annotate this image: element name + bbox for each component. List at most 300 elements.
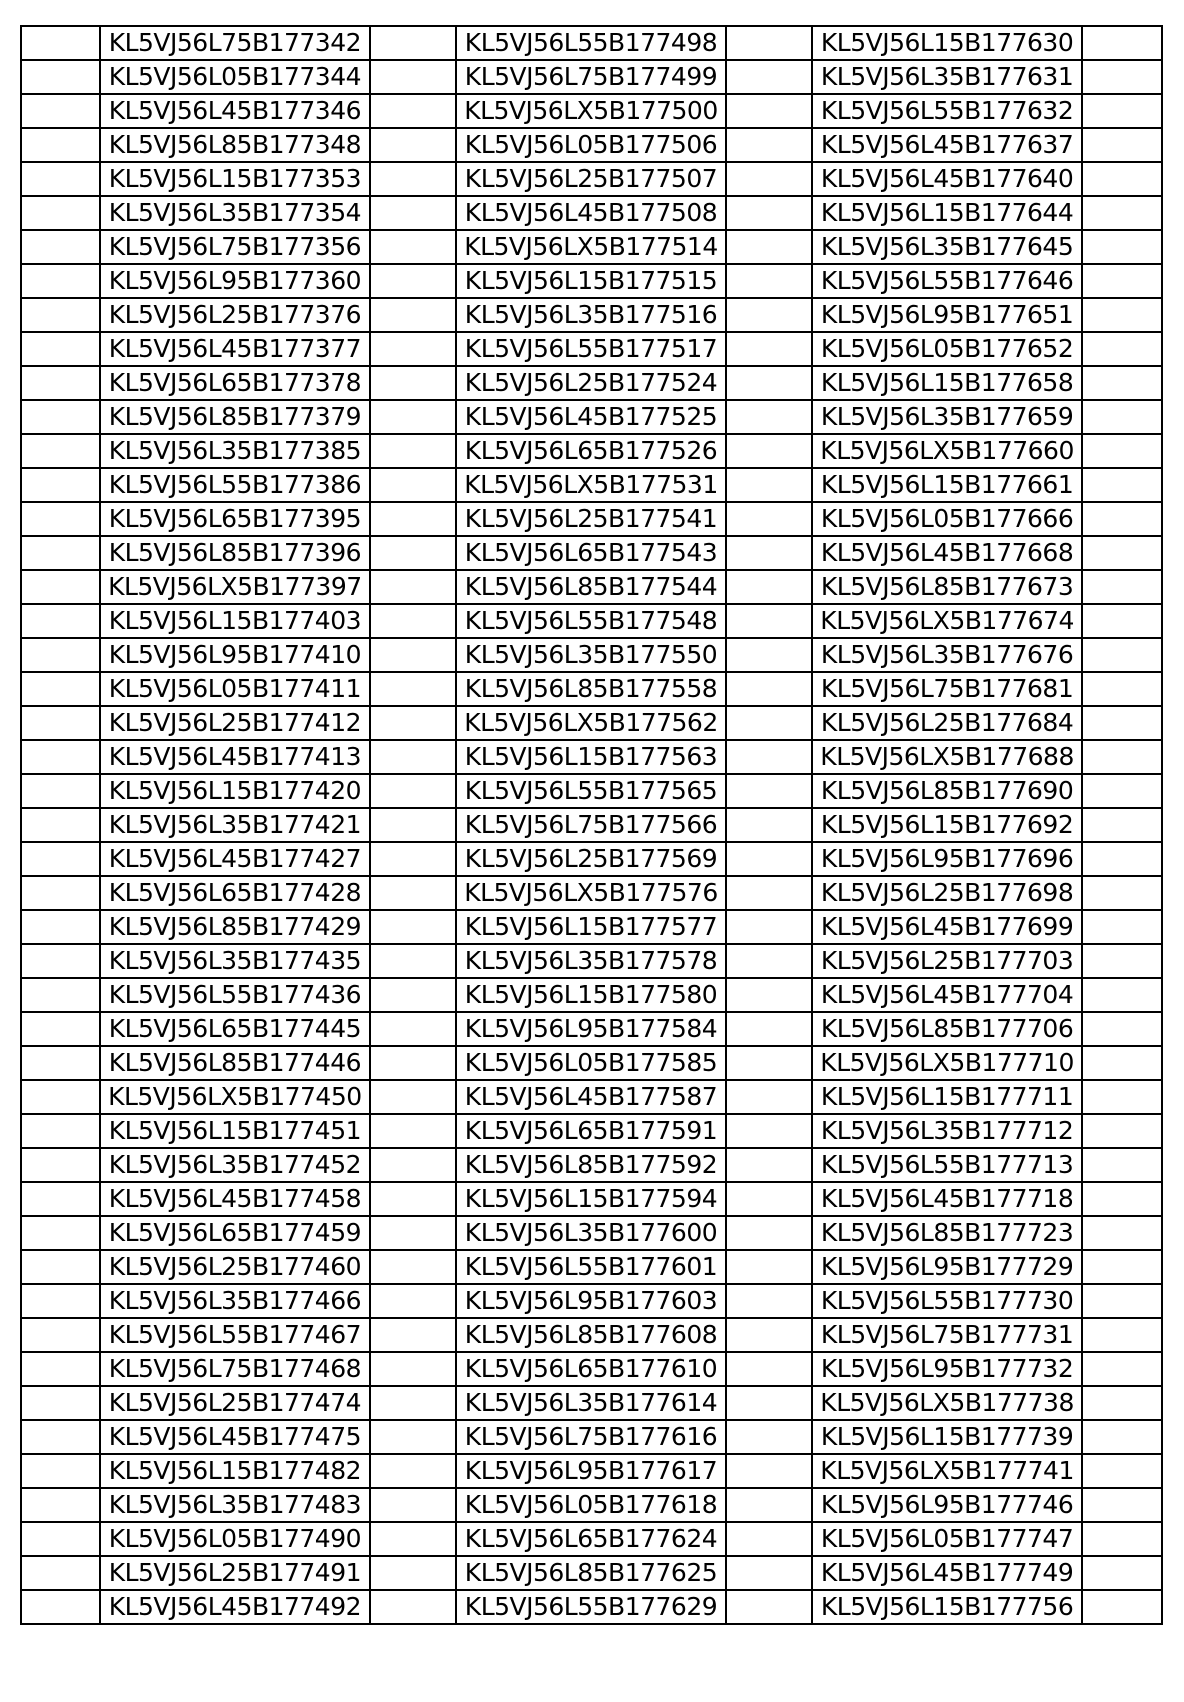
empty-cell xyxy=(1082,1216,1162,1250)
table-row xyxy=(21,740,1162,774)
empty-cell xyxy=(21,1080,100,1114)
vin-cell: KL5VJ56L35B177385 xyxy=(100,434,370,468)
empty-cell xyxy=(21,1318,100,1352)
empty-cell xyxy=(370,1454,456,1488)
empty-cell xyxy=(726,366,812,400)
vin-cell: KL5VJ56L95B177729 xyxy=(812,1250,1082,1284)
empty-cell xyxy=(21,842,100,876)
vin-cell: KL5VJ56L35B177600 xyxy=(456,1216,726,1250)
empty-cell xyxy=(1082,1454,1162,1488)
empty-cell xyxy=(21,1556,100,1590)
vin-cell: KL5VJ56L15B177451 xyxy=(100,1114,370,1148)
empty-cell xyxy=(370,1216,456,1250)
vin-cell: KL5VJ56L75B177566 xyxy=(456,808,726,842)
vin-cell: KL5VJ56L85B177348 xyxy=(100,128,370,162)
empty-cell xyxy=(1082,468,1162,502)
table-row xyxy=(21,196,1162,230)
empty-cell xyxy=(1082,1488,1162,1522)
empty-cell xyxy=(1082,298,1162,332)
vin-cell: KL5VJ56LX5B177514 xyxy=(456,230,726,264)
empty-cell xyxy=(21,298,100,332)
empty-cell xyxy=(726,332,812,366)
table-row xyxy=(21,978,1162,1012)
vin-cell: KL5VJ56LX5B177397 xyxy=(100,570,370,604)
empty-cell xyxy=(21,1046,100,1080)
empty-cell xyxy=(1082,842,1162,876)
empty-cell xyxy=(726,638,812,672)
empty-cell xyxy=(1082,162,1162,196)
empty-cell xyxy=(21,196,100,230)
empty-cell xyxy=(370,604,456,638)
empty-cell xyxy=(21,706,100,740)
empty-cell xyxy=(370,94,456,128)
vin-cell: KL5VJ56L45B177346 xyxy=(100,94,370,128)
table-row xyxy=(21,298,1162,332)
vin-cell: KL5VJ56L45B177640 xyxy=(812,162,1082,196)
empty-cell xyxy=(370,876,456,910)
table-row xyxy=(21,910,1162,944)
empty-cell xyxy=(726,162,812,196)
empty-cell xyxy=(726,1420,812,1454)
vin-cell: KL5VJ56L35B177435 xyxy=(100,944,370,978)
vin-cell: KL5VJ56L75B177681 xyxy=(812,672,1082,706)
vin-cell: KL5VJ56L35B177516 xyxy=(456,298,726,332)
vin-cell: KL5VJ56L95B177584 xyxy=(456,1012,726,1046)
empty-cell xyxy=(1082,1148,1162,1182)
empty-cell xyxy=(1082,570,1162,604)
vin-cell: KL5VJ56L05B177411 xyxy=(100,672,370,706)
vin-cell: KL5VJ56L65B177526 xyxy=(456,434,726,468)
empty-cell xyxy=(370,434,456,468)
empty-cell xyxy=(370,1046,456,1080)
empty-cell xyxy=(726,1080,812,1114)
empty-cell xyxy=(21,978,100,1012)
vin-cell: KL5VJ56L95B177360 xyxy=(100,264,370,298)
vin-cell: KL5VJ56L65B177459 xyxy=(100,1216,370,1250)
empty-cell xyxy=(726,400,812,434)
vin-cell: KL5VJ56L85B177723 xyxy=(812,1216,1082,1250)
vin-cell: KL5VJ56L65B177610 xyxy=(456,1352,726,1386)
empty-cell xyxy=(370,1148,456,1182)
table-row xyxy=(21,1318,1162,1352)
empty-cell xyxy=(370,536,456,570)
vin-cell: KL5VJ56L35B177614 xyxy=(456,1386,726,1420)
empty-cell xyxy=(21,468,100,502)
empty-cell xyxy=(370,1182,456,1216)
vin-cell: KL5VJ56L65B177624 xyxy=(456,1522,726,1556)
table-row xyxy=(21,1386,1162,1420)
empty-cell xyxy=(370,842,456,876)
vin-cell: KL5VJ56L95B177732 xyxy=(812,1352,1082,1386)
vin-cell: KL5VJ56L25B177524 xyxy=(456,366,726,400)
vin-cell: KL5VJ56L85B177592 xyxy=(456,1148,726,1182)
vin-cell: KL5VJ56L75B177468 xyxy=(100,1352,370,1386)
vin-cell: KL5VJ56L15B177661 xyxy=(812,468,1082,502)
vin-cell: KL5VJ56L15B177594 xyxy=(456,1182,726,1216)
vin-cell: KL5VJ56L95B177746 xyxy=(812,1488,1082,1522)
empty-cell xyxy=(726,94,812,128)
empty-cell xyxy=(1082,1250,1162,1284)
empty-cell xyxy=(21,1182,100,1216)
empty-cell xyxy=(726,1488,812,1522)
vin-cell: KL5VJ56LX5B177660 xyxy=(812,434,1082,468)
vin-cell: KL5VJ56L15B177692 xyxy=(812,808,1082,842)
vin-cell: KL5VJ56L05B177490 xyxy=(100,1522,370,1556)
empty-cell xyxy=(21,1454,100,1488)
empty-cell xyxy=(1082,1080,1162,1114)
vin-cell: KL5VJ56L55B177646 xyxy=(812,264,1082,298)
empty-cell xyxy=(21,672,100,706)
empty-cell xyxy=(370,1556,456,1590)
vin-cell: KL5VJ56L25B177460 xyxy=(100,1250,370,1284)
empty-cell xyxy=(1082,740,1162,774)
empty-cell xyxy=(21,26,100,60)
empty-cell xyxy=(370,672,456,706)
empty-cell xyxy=(726,774,812,808)
empty-cell xyxy=(1082,1182,1162,1216)
vin-cell: KL5VJ56L05B177585 xyxy=(456,1046,726,1080)
table-row xyxy=(21,26,1162,60)
vin-cell: KL5VJ56L15B177420 xyxy=(100,774,370,808)
empty-cell xyxy=(1082,434,1162,468)
table-row xyxy=(21,400,1162,434)
empty-cell xyxy=(370,706,456,740)
empty-cell xyxy=(21,502,100,536)
table-row xyxy=(21,1114,1162,1148)
vin-cell: KL5VJ56LX5B177450 xyxy=(100,1080,370,1114)
vin-cell: KL5VJ56L35B177550 xyxy=(456,638,726,672)
vin-cell: KL5VJ56LX5B177531 xyxy=(456,468,726,502)
empty-cell xyxy=(726,26,812,60)
empty-cell xyxy=(21,774,100,808)
vin-cell: KL5VJ56L25B177376 xyxy=(100,298,370,332)
empty-cell xyxy=(370,808,456,842)
vin-cell: KL5VJ56L55B177386 xyxy=(100,468,370,502)
vin-cell: KL5VJ56L65B177428 xyxy=(100,876,370,910)
vin-cell: KL5VJ56L15B177756 xyxy=(812,1590,1082,1624)
vin-cell: KL5VJ56L55B177548 xyxy=(456,604,726,638)
empty-cell xyxy=(21,1148,100,1182)
empty-cell xyxy=(21,1250,100,1284)
vin-cell: KL5VJ56L35B177645 xyxy=(812,230,1082,264)
empty-cell xyxy=(1082,1318,1162,1352)
empty-cell xyxy=(21,1012,100,1046)
empty-cell xyxy=(1082,400,1162,434)
vin-cell: KL5VJ56LX5B177688 xyxy=(812,740,1082,774)
empty-cell xyxy=(370,128,456,162)
vin-cell: KL5VJ56L45B177749 xyxy=(812,1556,1082,1590)
vin-cell: KL5VJ56L75B177356 xyxy=(100,230,370,264)
table-row xyxy=(21,774,1162,808)
empty-cell xyxy=(21,434,100,468)
vin-cell: KL5VJ56L45B177525 xyxy=(456,400,726,434)
empty-cell xyxy=(370,638,456,672)
table-row xyxy=(21,162,1162,196)
empty-cell xyxy=(1082,1114,1162,1148)
vin-cell: KL5VJ56L65B177395 xyxy=(100,502,370,536)
empty-cell xyxy=(726,1216,812,1250)
empty-cell xyxy=(21,808,100,842)
table-row xyxy=(21,434,1162,468)
table-row xyxy=(21,1046,1162,1080)
table-row xyxy=(21,366,1162,400)
empty-cell xyxy=(370,978,456,1012)
empty-cell xyxy=(1082,808,1162,842)
empty-cell xyxy=(370,1318,456,1352)
empty-cell xyxy=(726,1182,812,1216)
vin-cell: KL5VJ56L35B177578 xyxy=(456,944,726,978)
table-row xyxy=(21,1454,1162,1488)
empty-cell xyxy=(1082,230,1162,264)
vin-cell: KL5VJ56L15B177739 xyxy=(812,1420,1082,1454)
empty-cell xyxy=(1082,502,1162,536)
empty-cell xyxy=(370,332,456,366)
vin-cell: KL5VJ56L15B177403 xyxy=(100,604,370,638)
vin-cell: KL5VJ56L55B177436 xyxy=(100,978,370,1012)
empty-cell xyxy=(726,876,812,910)
empty-cell xyxy=(726,706,812,740)
empty-cell xyxy=(370,400,456,434)
vin-cell: KL5VJ56L65B177543 xyxy=(456,536,726,570)
empty-cell xyxy=(21,910,100,944)
vin-cell: KL5VJ56L15B177644 xyxy=(812,196,1082,230)
vin-cell: KL5VJ56L15B177563 xyxy=(456,740,726,774)
empty-cell xyxy=(1082,672,1162,706)
vin-cell: KL5VJ56LX5B177741 xyxy=(812,1454,1082,1488)
vin-cell: KL5VJ56L45B177699 xyxy=(812,910,1082,944)
empty-cell xyxy=(370,1590,456,1624)
vin-cell: KL5VJ56L25B177541 xyxy=(456,502,726,536)
empty-cell xyxy=(726,570,812,604)
empty-cell xyxy=(370,1352,456,1386)
empty-cell xyxy=(21,332,100,366)
empty-cell xyxy=(726,808,812,842)
empty-cell xyxy=(21,128,100,162)
empty-cell xyxy=(1082,638,1162,672)
empty-cell xyxy=(370,774,456,808)
vin-cell: KL5VJ56L55B177730 xyxy=(812,1284,1082,1318)
empty-cell xyxy=(726,502,812,536)
vin-cell: KL5VJ56L15B177482 xyxy=(100,1454,370,1488)
vin-cell: KL5VJ56L25B177703 xyxy=(812,944,1082,978)
empty-cell xyxy=(21,876,100,910)
empty-cell xyxy=(726,944,812,978)
empty-cell xyxy=(726,1250,812,1284)
vin-cell: KL5VJ56L95B177696 xyxy=(812,842,1082,876)
empty-cell xyxy=(1082,128,1162,162)
table-row xyxy=(21,60,1162,94)
empty-cell xyxy=(1082,1556,1162,1590)
vin-cell: KL5VJ56LX5B177500 xyxy=(456,94,726,128)
table-row xyxy=(21,604,1162,638)
empty-cell xyxy=(21,60,100,94)
empty-cell xyxy=(726,672,812,706)
table-row xyxy=(21,536,1162,570)
vin-cell: KL5VJ56L85B177673 xyxy=(812,570,1082,604)
vin-cell: KL5VJ56L35B177483 xyxy=(100,1488,370,1522)
vin-cell: KL5VJ56L55B177601 xyxy=(456,1250,726,1284)
empty-cell xyxy=(726,434,812,468)
empty-cell xyxy=(1082,604,1162,638)
vin-cell: KL5VJ56L05B177506 xyxy=(456,128,726,162)
table-row xyxy=(21,1352,1162,1386)
table-row xyxy=(21,94,1162,128)
vin-cell: KL5VJ56L85B177379 xyxy=(100,400,370,434)
table-row xyxy=(21,842,1162,876)
vin-cell: KL5VJ56L05B177747 xyxy=(812,1522,1082,1556)
table-row xyxy=(21,1488,1162,1522)
empty-cell xyxy=(21,1114,100,1148)
empty-cell xyxy=(370,162,456,196)
vin-cell: KL5VJ56L55B177713 xyxy=(812,1148,1082,1182)
empty-cell xyxy=(21,1386,100,1420)
empty-cell xyxy=(21,604,100,638)
table-row xyxy=(21,502,1162,536)
empty-cell xyxy=(726,1318,812,1352)
empty-cell xyxy=(726,1352,812,1386)
vin-cell: KL5VJ56L15B177580 xyxy=(456,978,726,1012)
empty-cell xyxy=(21,1590,100,1624)
empty-cell xyxy=(370,944,456,978)
empty-cell xyxy=(370,502,456,536)
vin-cell: KL5VJ56L95B177617 xyxy=(456,1454,726,1488)
empty-cell xyxy=(370,1080,456,1114)
vin-cell: KL5VJ56L65B177378 xyxy=(100,366,370,400)
vin-cell: KL5VJ56L55B177517 xyxy=(456,332,726,366)
empty-cell xyxy=(726,60,812,94)
empty-cell xyxy=(726,1556,812,1590)
empty-cell xyxy=(726,910,812,944)
empty-cell xyxy=(1082,1522,1162,1556)
vin-cell: KL5VJ56L85B177429 xyxy=(100,910,370,944)
vin-cell: KL5VJ56L55B177629 xyxy=(456,1590,726,1624)
vin-cell: KL5VJ56L35B177712 xyxy=(812,1114,1082,1148)
empty-cell xyxy=(726,1284,812,1318)
empty-cell xyxy=(370,910,456,944)
vin-cell: KL5VJ56L45B177718 xyxy=(812,1182,1082,1216)
empty-cell xyxy=(726,298,812,332)
vin-cell: KL5VJ56L15B177630 xyxy=(812,26,1082,60)
vin-cell: KL5VJ56L85B177706 xyxy=(812,1012,1082,1046)
table-row xyxy=(21,1182,1162,1216)
empty-cell xyxy=(370,230,456,264)
vin-cell: KL5VJ56L85B177690 xyxy=(812,774,1082,808)
empty-cell xyxy=(726,230,812,264)
vin-table xyxy=(20,25,1163,1625)
empty-cell xyxy=(726,536,812,570)
empty-cell xyxy=(21,638,100,672)
vin-cell: KL5VJ56L25B177474 xyxy=(100,1386,370,1420)
vin-cell: KL5VJ56L65B177591 xyxy=(456,1114,726,1148)
empty-cell xyxy=(370,1488,456,1522)
table-row xyxy=(21,706,1162,740)
table-row xyxy=(21,1420,1162,1454)
table-row xyxy=(21,1148,1162,1182)
vin-cell: KL5VJ56L85B177396 xyxy=(100,536,370,570)
empty-cell xyxy=(21,94,100,128)
vin-cell: KL5VJ56L15B177353 xyxy=(100,162,370,196)
empty-cell xyxy=(21,570,100,604)
empty-cell xyxy=(370,26,456,60)
empty-cell xyxy=(21,162,100,196)
empty-cell xyxy=(1082,1284,1162,1318)
empty-cell xyxy=(370,60,456,94)
empty-cell xyxy=(726,1012,812,1046)
vin-cell: KL5VJ56L45B177704 xyxy=(812,978,1082,1012)
empty-cell xyxy=(1082,944,1162,978)
empty-cell xyxy=(1082,1046,1162,1080)
empty-cell xyxy=(21,1216,100,1250)
table-row xyxy=(21,1284,1162,1318)
vin-cell: KL5VJ56L45B177668 xyxy=(812,536,1082,570)
vin-cell: KL5VJ56L15B177658 xyxy=(812,366,1082,400)
vin-cell: KL5VJ56LX5B177710 xyxy=(812,1046,1082,1080)
vin-cell: KL5VJ56L25B177569 xyxy=(456,842,726,876)
empty-cell xyxy=(726,978,812,1012)
empty-cell xyxy=(1082,332,1162,366)
empty-cell xyxy=(1082,978,1162,1012)
empty-cell xyxy=(726,1522,812,1556)
empty-cell xyxy=(370,1420,456,1454)
empty-cell xyxy=(726,196,812,230)
empty-cell xyxy=(370,468,456,502)
empty-cell xyxy=(370,1386,456,1420)
vin-cell: KL5VJ56LX5B177562 xyxy=(456,706,726,740)
vin-cell: KL5VJ56L45B177587 xyxy=(456,1080,726,1114)
empty-cell xyxy=(726,1046,812,1080)
empty-cell xyxy=(370,570,456,604)
table-row xyxy=(21,570,1162,604)
vin-cell: KL5VJ56L45B177475 xyxy=(100,1420,370,1454)
empty-cell xyxy=(726,1454,812,1488)
empty-cell xyxy=(726,1386,812,1420)
empty-cell xyxy=(370,196,456,230)
vin-cell: KL5VJ56L55B177498 xyxy=(456,26,726,60)
empty-cell xyxy=(1082,366,1162,400)
vin-cell: KL5VJ56L25B177412 xyxy=(100,706,370,740)
vin-cell: KL5VJ56L05B177666 xyxy=(812,502,1082,536)
empty-cell xyxy=(726,1590,812,1624)
vin-cell: KL5VJ56L35B177452 xyxy=(100,1148,370,1182)
vin-cell: KL5VJ56L45B177508 xyxy=(456,196,726,230)
table-row xyxy=(21,876,1162,910)
empty-cell xyxy=(1082,1420,1162,1454)
vin-cell: KL5VJ56L25B177698 xyxy=(812,876,1082,910)
vin-cell: KL5VJ56L95B177410 xyxy=(100,638,370,672)
empty-cell xyxy=(21,230,100,264)
table-row xyxy=(21,1250,1162,1284)
vin-cell: KL5VJ56L75B177616 xyxy=(456,1420,726,1454)
empty-cell xyxy=(370,1250,456,1284)
empty-cell xyxy=(726,1114,812,1148)
vin-cell: KL5VJ56L05B177618 xyxy=(456,1488,726,1522)
empty-cell xyxy=(1082,536,1162,570)
empty-cell xyxy=(1082,910,1162,944)
vin-cell: KL5VJ56L15B177515 xyxy=(456,264,726,298)
table-row xyxy=(21,264,1162,298)
empty-cell xyxy=(1082,1386,1162,1420)
empty-cell xyxy=(726,264,812,298)
empty-cell xyxy=(1082,774,1162,808)
table-row xyxy=(21,1216,1162,1250)
empty-cell xyxy=(1082,876,1162,910)
vin-cell: KL5VJ56L45B177637 xyxy=(812,128,1082,162)
empty-cell xyxy=(21,1488,100,1522)
empty-cell xyxy=(1082,196,1162,230)
vin-cell: KL5VJ56L55B177632 xyxy=(812,94,1082,128)
empty-cell xyxy=(21,264,100,298)
empty-cell xyxy=(726,1148,812,1182)
